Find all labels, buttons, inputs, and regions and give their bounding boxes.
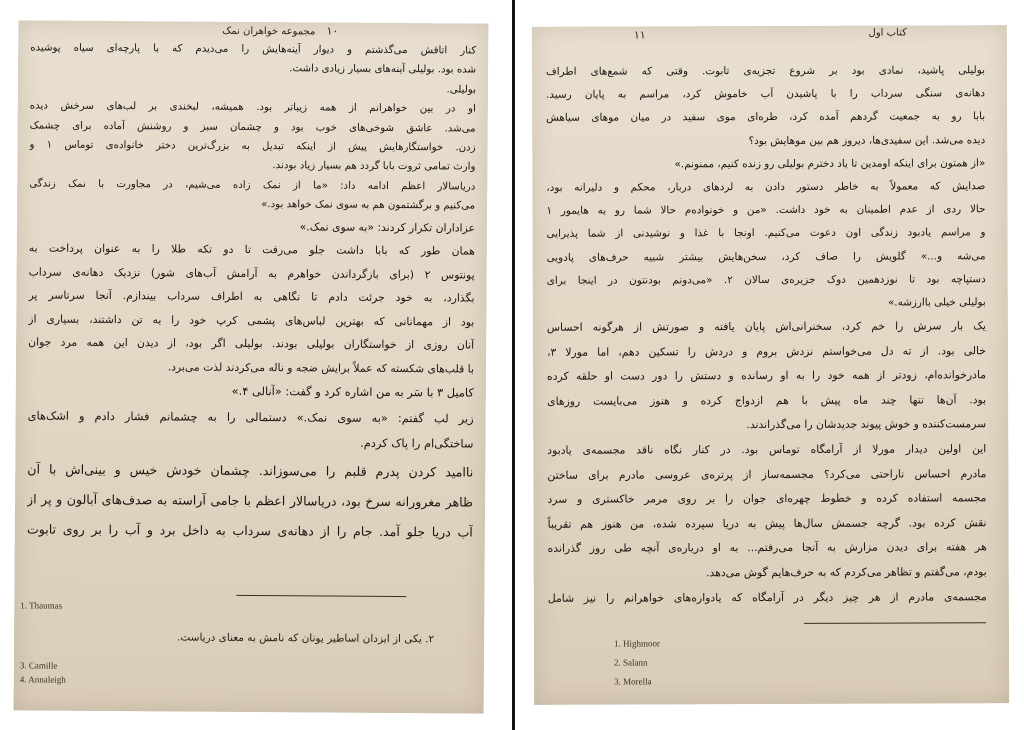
text-line: «از همتون برای اینکه اومدین تا یاد دخترم بولیلی رو زنده کنیم، ممنونم.» xyxy=(674,156,986,171)
text-line: می‌شه و...» گلویش را صاف کرد، سخن‌هایش بیشتر شبیه حرف‌های پادویی xyxy=(546,249,986,264)
text-line: آنان روزی از خواستگاران بولیلی بودند. بولیلی اگر بود، از دیدن این همه مرد جوان xyxy=(28,335,475,352)
left-page xyxy=(14,20,489,713)
text-line: یک بار سرش را خم کرد، سخنرانی‌اش پایان یافته و صورتش از هرگونه احساس xyxy=(546,319,986,334)
text-line: کامیل ۳ با سَر به من اشاره کرد و گفت: «آنالی ۴.» xyxy=(231,383,474,400)
left-footnote-1: 1. Thaumas xyxy=(20,600,63,611)
text-line: وارث تمامی ثروت بابا گردد هم بسیار زیاد بودند. xyxy=(272,160,476,173)
text-line: بولیلی پاشید، نمادی بود بر شروع تجزیه‌ی تابوت. وقتی که شمع‌های اطراف xyxy=(545,64,985,78)
text-line: بگذارد، به خود جرئت دادم تا نگاهی به اطراف سرداب بیندازم. آنجا سرتاسر پر xyxy=(28,288,475,305)
text-line: ناامید کردن پدرم قلبم را می‌سوزاند. چشمان خودش خیس و بینی‌اش با آن xyxy=(27,460,474,480)
right-page-header xyxy=(562,28,907,47)
text-line: زدن. خواستگارهایش پیش از اینکه تبدیل به بزرگ‌ترین دختر خانواده‌ی توماس ۱ و xyxy=(29,139,476,154)
text-line: عزاداران تکرار کردند: «به سوی نمک.» xyxy=(299,219,476,235)
text-line: مجسمه استفاده کرده و خطوط چهره‌ای جوان را بر روی مرمر خاکستری و سرد xyxy=(547,491,987,506)
text-line: سرمست‌کننده و خوش پیوند جدیدشان را می‌گذراندند. xyxy=(746,417,987,432)
left-footnote-rule xyxy=(236,595,406,597)
text-line: حالا ردی از عدم اطمینان به خود داشت. «من و خونواده‌م حالا شما رو به هایمور ۱ xyxy=(546,203,986,217)
left-page-number: ۱۰ xyxy=(326,24,339,38)
text-line: با قلب‌های شکسته که عملاً برایش ضجه و ناله می‌کردند لذت می‌برد. xyxy=(167,359,475,376)
text-line: این اولین دیدار مورلا از آرامگاه توماس بود. در کنار نگاه ناقد مجسمه‌ی یادبود xyxy=(547,442,987,457)
left-footnote-4: 4. Annaleigh xyxy=(19,674,66,685)
text-line: و مراسم یادبود زندگی اون دعوت می‌کنیم. اونجا با غذا و نوشیدنی از شما پذیرایی xyxy=(546,226,986,241)
text-line: صدایش که معمولاً به خاطر دستور دادن به لردهای دربار، محکم و دلیرانه بود، xyxy=(546,180,986,194)
text-line: می‌شد. عاشق شوخی‌های خوب بود و چشمان سبز و روشنش آماده برای چشمک xyxy=(29,120,476,135)
text-line: بودم، می‌گفتم و تظاهر می‌کردم که به حرف‌هایم گوش می‌دهد. xyxy=(706,565,987,580)
text-line: مادرخوانده‌ام، زودتر از همه خود را به او رسانده و دستش را دور دست او حلقه کرده xyxy=(547,368,987,384)
text-line: آب دریا جلو آمد. جام را از دهانه‌ی سرداب به داخل برد و آب را بر روی تابوت xyxy=(26,520,473,540)
text-line: خالی بود. از ته دل می‌خواستم نزدش بروم و دردش را تسکین دهم، اما مورلا ۳، xyxy=(546,343,986,359)
left-footnote-2-persian: ۲. یکی از ایزدان اساطیر یونان که نامش به معنای دریاست. xyxy=(176,631,435,646)
text-line: شده بود. بولیلی آینه‌های بسیار زیادی داشت. xyxy=(289,63,477,76)
text-line: دهانه‌ی سنگی سرداب را با پاشیدن آب خاموش کرد، مراسم به پایان رسید. xyxy=(546,87,986,101)
text-line: ظاهر مغرورانه سرخ بود، دریاسالار اعظم با جامی آراسته به صدف‌های آبالون و پر از xyxy=(27,490,474,510)
left-page-running-title: مجموعه خواهران نمک xyxy=(222,25,316,38)
text-line: زیر لب گفتم: «به سوی نمک.» دستمالی را به چشمانم فشار دادم و اشک‌های xyxy=(27,407,474,426)
text-line: دیده می‌شد. این سفیدی‌ها، دیروز هم بین موهایش بود؟ xyxy=(748,133,986,147)
text-line: می‌کنیم و برگشتمون هم به سوی نمک خواهد بود.» xyxy=(261,199,476,212)
left-page-body xyxy=(27,38,477,547)
text-line: پونتوس ۲ (برای بازگرداندن خواهرم به آرامش آب‌های شور) نزدیک دهانه‌ی سرداب xyxy=(28,264,475,282)
right-page-body xyxy=(546,59,987,611)
text-line: همان طور که بابا داشت جلو می‌رفت تا دو تکه طلا را به عنوان پرداخت به xyxy=(28,241,475,258)
text-line: بود. آن‌ها تنها چند ماه پیش با هم ازدواج کرده و هنوز می‌بایست روزهای xyxy=(547,393,987,408)
text-line: دستپاچه بود تا نوزدهمین دوک جزیره‌ی سالان ۲. «می‌دونم بودنتون در اینجا برای xyxy=(546,272,986,287)
text-line: بود از مهمانانی که بهترین لباس‌های پشمی کرپ خود را به تن داشتند، بسیاری از xyxy=(28,311,475,329)
right-page-running-title: کتاب اول xyxy=(868,27,907,39)
text-line: بولیلی. xyxy=(446,84,476,96)
right-footnote-3: 3. Morella xyxy=(614,676,652,687)
text-line: دریاسالار اعظم ادامه داد: «ما از نمک زاده می‌شیم، در مجاورت با نمک زندگی xyxy=(29,178,476,193)
text-line: کنار اتاقش می‌گذشتم و دیوار آینه‌هایش را می‌دیدم که با پارچه‌ای سیاه پوشیده xyxy=(30,42,477,57)
right-footnote-1: 1. Highmoor xyxy=(613,638,660,649)
right-page xyxy=(532,25,1009,705)
text-line: مجسمه‌ی مادرم از هر چیز دیگر در آرامگاه که یادواره‌های خواهرانم را نیز شامل xyxy=(547,589,987,605)
text-line: ساختگی‌ام را پاک کردم. xyxy=(360,435,474,451)
right-footnote-rule xyxy=(804,622,986,624)
text-line: او در بین خواهرانم از همه زیباتر بود. همیشه، لبخندی بر لب‌های سرخش دیده xyxy=(29,100,476,115)
right-page-number: ۱۱ xyxy=(633,28,646,42)
text-line: مادرم احساس ناراحتی می‌کرد؟ مجسمه‌ساز از پرتره‌ی عروسی مادرم برای ساختن xyxy=(547,466,987,482)
text-line: نقش کرده بود. گرچه جسمش سال‌ها پیش به دریا سپرده شده، من هنوز هم تقریباً xyxy=(547,516,987,531)
right-footnote-2: 2. Salann xyxy=(614,657,648,668)
left-footnote-3: 3. Camille xyxy=(19,660,58,671)
text-line: بابا رو به جمعیت گردهم آمده کرد، طره‌ای موی سفید در میان موهای سیاهش xyxy=(546,110,986,125)
text-line: بولیلی خیلی باارزشه.» xyxy=(887,296,986,309)
text-line: هر هفته برای دیدن مزارش به آنجا می‌رفتم... به او درباره‌ی آنچه طی روز گذرانده xyxy=(547,540,987,556)
page-divider xyxy=(512,0,515,730)
